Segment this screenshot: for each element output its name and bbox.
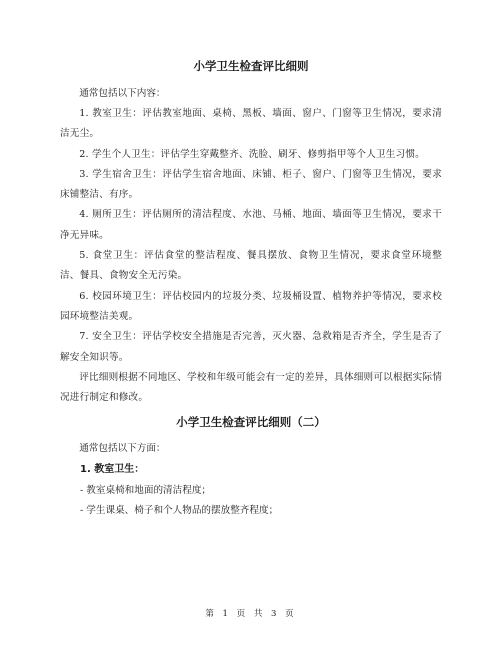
bullet-item: - 教室桌椅和地面的清洁程度； bbox=[80, 485, 212, 497]
document-title: 小学卫生检查评比细则 bbox=[193, 59, 309, 73]
section-title: 小学卫生检查评比细则（二） bbox=[176, 415, 326, 430]
item-paragraph: 2. 学生个人卫生：评估学生穿戴整齐、洗脸、刷牙、修剪指甲等个人卫生习惯。 bbox=[79, 148, 425, 160]
intro-line-2: 通常包括以下方面： bbox=[79, 443, 166, 455]
closing-paragraph: 评比细则根据不同地区、学校和年级可能会有一定的差异，具体细则可以根据实际情况进行制定和修改。 bbox=[60, 371, 442, 404]
page-number-footer: 第 1 页 共 3 页 bbox=[205, 609, 297, 619]
item-paragraph: 1. 教室卫生：评估教室地面、桌椅、黑板、墙面、窗户、门窗等卫生情况，要求清洁无尘。 bbox=[60, 108, 442, 140]
item-paragraph: 3. 学生宿舍卫生：评估学生宿舍地面、床铺、柜子、窗户、门窗等卫生情况，要求床铺整洁、有序。 bbox=[60, 168, 442, 201]
item-paragraph: 6. 校园环境卫生：评估校园内的垃圾分类、垃圾桶设置、植物养护等情况，要求校园环境整洁美观。 bbox=[60, 290, 442, 322]
item-paragraph: 5. 食堂卫生：评估食堂的整洁程度、餐具摆放、食物卫生情况，要求食堂环境整洁、餐具、食物安全无污染。 bbox=[60, 250, 442, 282]
item-paragraph: 7. 安全卫生：评估学校安全措施是否完善，灭火器、急救箱是否齐全，学生是否了解安全知识等。 bbox=[60, 331, 442, 363]
document-body bbox=[60, 58, 442, 521]
intro-line: 通常包括以下内容： bbox=[79, 88, 166, 99]
item-paragraph: 4. 厕所卫生：评估厕所的清洁程度、水池、马桶、地面、墙面等卫生情况，要求干净无异味。 bbox=[60, 209, 442, 241]
bullet-item: - 学生课桌、椅子和个人物品的摆放整齐程度； bbox=[80, 505, 279, 517]
subsection-heading: 1. 教室卫生： bbox=[80, 464, 145, 476]
